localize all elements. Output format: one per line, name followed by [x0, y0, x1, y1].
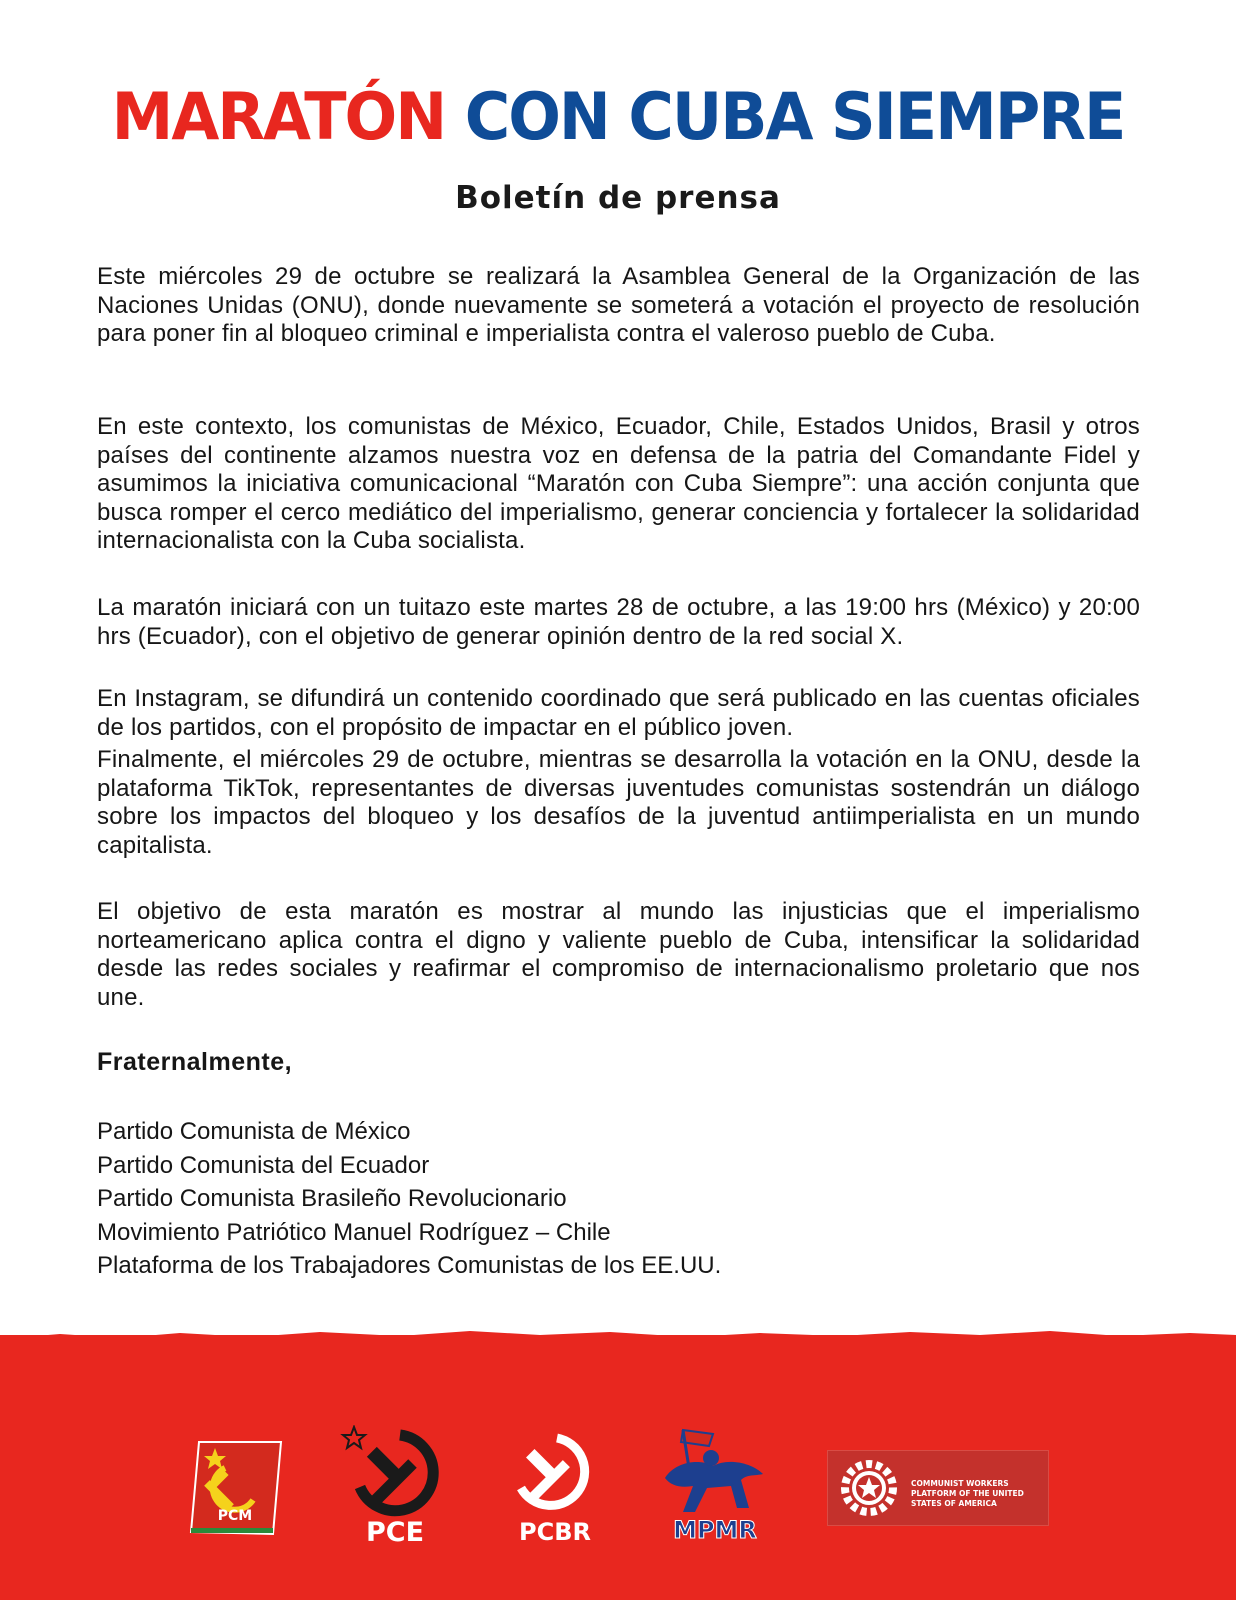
- torn-edge: [0, 1325, 1236, 1349]
- press-release-heading: Boletín de prensa: [455, 180, 781, 216]
- paragraph-text: En Instagram, se difundirá un contenido coordinado que será publicado en las cuentas oficiales de los partidos, con el propósito de impactar en el público joven.: [97, 685, 1140, 741]
- paragraph-4: [97, 685, 1140, 742]
- signatories-list: [97, 1115, 721, 1283]
- signatory: Partido Comunista de México: [97, 1118, 411, 1145]
- horse-rider-icon: [655, 1428, 775, 1523]
- title-maraton: MARATÓN: [111, 78, 446, 155]
- signatory: Partido Comunista del Ecuador: [97, 1151, 430, 1179]
- mpmr-label: MPMR: [673, 1516, 757, 1544]
- paragraph-2: [97, 413, 1140, 556]
- paragraph-5: [97, 746, 1140, 860]
- gear-star-icon: [832, 1451, 906, 1525]
- paragraph-text: La maratón iniciará con un tuitazo este martes 28 de octubre, a las 19:00 hrs (México) y 20:00 hrs (Ecuador), con el objetivo de generar opinión dentro de la red social X.: [97, 594, 1140, 650]
- hammer-sickle-icon: [340, 1425, 450, 1520]
- mpmr-logo: [655, 1428, 775, 1546]
- paragraph-1: [97, 263, 1140, 349]
- signatory: Movimiento Patriótico Manuel Rodríguez – Chile: [97, 1218, 611, 1246]
- signatory: Plataforma de los Trabajadores Comunistas de los EE.UU.: [97, 1252, 722, 1279]
- paragraph-text: El objetivo de esta maratón es mostrar al mundo las injusticias que el imperialismo norteamericano aplica contra el digno y valiente pueblo de Cuba, intensificar la solidaridad desde las redes sociales y reafirmar el compromiso de internacionalismo proletario que nos une.: [97, 898, 1140, 1011]
- page-title: [0, 78, 1236, 155]
- hammer-sickle-white-icon: [505, 1430, 605, 1518]
- paragraph-6: [97, 898, 1140, 1012]
- pcbr-logo: [505, 1430, 605, 1548]
- pce-logo: [340, 1425, 450, 1548]
- closing-salutation: Fraternalmente,: [97, 1048, 293, 1076]
- paragraph-text: En este contexto, los comunistas de México, Ecuador, Chile, Estados Unidos, Brasil y otros países del continente alzamos nuestra voz en defensa de la patria del Comandante Fidel y asumimos la iniciativa comunicacional “Maratón con Cuba Siempre”: una acción conjunta que busca romper el cerco mediático del imperialismo, generar conciencia y fortalecer la solidaridad internacionalista con la Cuba socialista.: [97, 413, 1140, 554]
- pce-label: PCE: [365, 1517, 425, 1548]
- pcbr-label: PCBR: [519, 1518, 591, 1546]
- pcm-label: PCM: [217, 1508, 253, 1524]
- paragraph-text: Finalmente, el miércoles 29 de octubre, mientras se desarrolla la votación en la ONU, desde la plataforma TikTok, representantes de diversas juventudes comunistas sostendrán un diálogo sobre los impactos del bloqueo y los desafíos de la juventud antiimperialista en un mundo capitalista.: [97, 746, 1140, 859]
- cwp-logo: [827, 1450, 1049, 1526]
- title-con-cuba-siempre: CON CUBA SIEMPRE: [464, 78, 1125, 155]
- signatory: Partido Comunista Brasileño Revolucionario: [97, 1185, 567, 1212]
- pcm-logo: [185, 1438, 285, 1538]
- paragraph-text: Este miércoles 29 de octubre se realizará la Asamblea General de la Organización de las Naciones Unidas (ONU), donde nuevamente se someterá a votación el proyecto de resolución para poner fin al bloqueo criminal e imperialista contra el valeroso pueblo de Cuba.: [97, 263, 1140, 347]
- paragraph-3: [97, 594, 1140, 651]
- cwp-label: COMMUNIST WORKERS PLATFORM OF THE UNITED STATES OF AMERICA: [911, 1479, 1024, 1508]
